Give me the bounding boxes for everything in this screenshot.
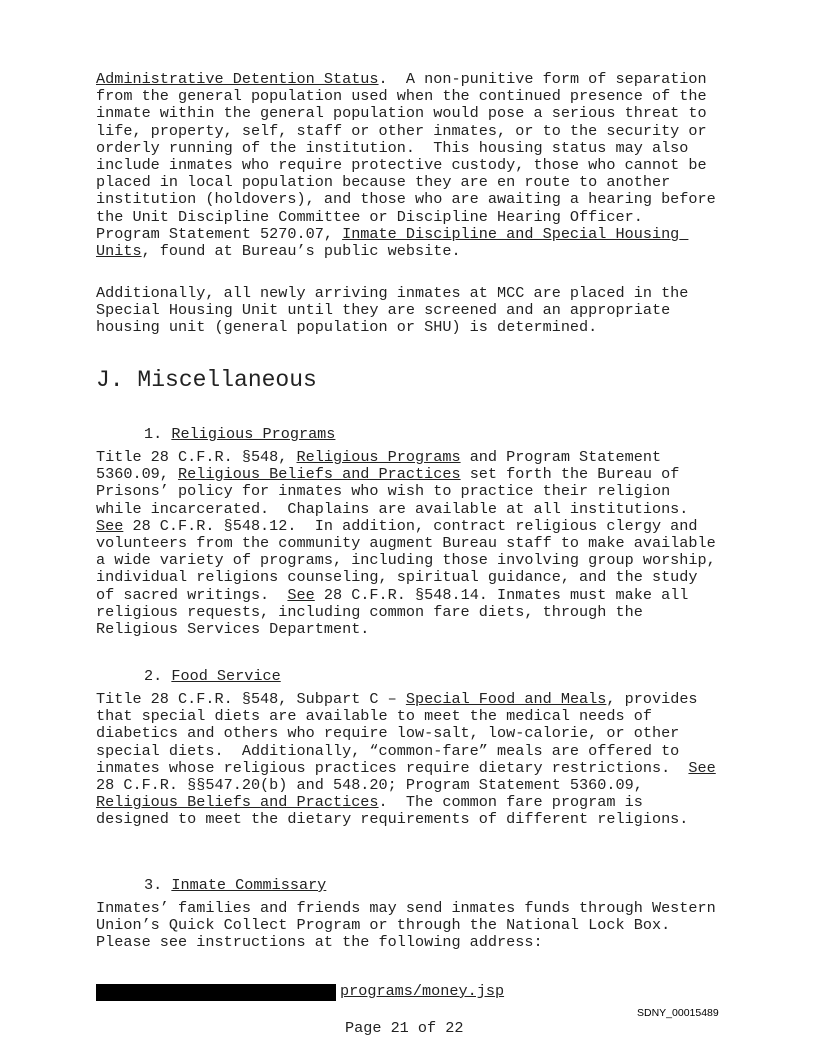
religious-beliefs-ref-2: Religious Beliefs and Practices <box>96 793 379 812</box>
admin-detention-text: . A non-punitive form of separation from the general population used when the continued presence of the inmate within the general population would pose a serious threat to life, property, self, staff or other inmates, or to the security or orderly running of the institution. This housing status may also include inmates who require protective custody, those who cannot be placed in local population because they are en route to another institution (holdovers), and those who are awaiting a hearing before the Unit Discipline Committee or Discipline Hearing Officer. Program Statement 5270.07, <box>96 70 725 243</box>
religious-title: Religious Programs <box>171 425 336 443</box>
see-ref-3: See <box>688 758 716 777</box>
religious-beliefs-ref: Religious Beliefs and Practices <box>178 465 461 484</box>
food-text-2: , provides that special diets are available to meet the medical needs of diabetics and others who require low-salt, low-calorie, or other special diets. Additionally, “common-fare” meals are offered to inmates whose religious practices require dietary restrictions. <box>96 690 707 777</box>
food-service-subheading <box>144 668 281 685</box>
see-ref-2: See <box>287 585 315 604</box>
additionally-paragraph: Additionally, all newly arriving inmates at MCC are placed in the Special Housing Unit until they are screened and an appropriate housing unit (general population or SHU) is determined. <box>96 284 698 337</box>
religious-number: 1. <box>144 425 163 443</box>
religious-text-1: Title 28 C.F.R. §548, <box>96 448 297 466</box>
commissary-title: Inmate Commissary <box>171 876 327 894</box>
inmate-discipline-title: Inmate Discipline and Special Housing Units <box>96 224 689 261</box>
commissary-subheading <box>144 877 326 894</box>
religious-text-2: and Program Statement 5360.09, <box>96 448 671 484</box>
commissary-number: 3. <box>144 876 163 894</box>
admin-detention-text-end: , found at Bureau’s public website. <box>141 242 461 261</box>
food-service-paragraph <box>96 691 724 829</box>
redaction-bar <box>96 984 336 1001</box>
page-number: Page 21 of 22 <box>345 1019 464 1037</box>
bates-number: SDNY_00015489 <box>637 1007 719 1019</box>
commissary-paragraph: Inmates’ families and friends may send inmates funds through Western Union’s Quick Collect Program or through the National Lock Box. Please see instructions at the following address: <box>96 899 725 952</box>
religious-text-4: 28 C.F.R. §548.12. In addition, contract religious clergy and volunteers from the community augment Bureau staff to make available a wide variety of programs, including those involving group worship, individual religions counseling, spiritual guidance, and the study of sacred writings. <box>96 516 725 604</box>
money-url-link[interactable]: programs/money.jsp <box>340 982 505 1000</box>
food-number: 2. <box>144 667 163 685</box>
religious-programs-paragraph <box>96 449 724 638</box>
section-heading: J. Miscellaneous <box>96 367 317 393</box>
religious-text-3: set forth the Bureau of Prisons’ policy for inmates who wish to practice their religion while incarcerated. Chaplains are available at all institutions. <box>96 465 698 518</box>
food-text-3: 28 C.F.R. §§547.20(b) and 548.20; Program Statement 5360.09, <box>96 758 725 795</box>
religious-programs-subheading <box>144 426 335 443</box>
food-title: Food Service <box>171 667 281 685</box>
food-text-4: . The common fare program is designed to meet the dietary requirements of different religions. <box>96 793 689 829</box>
food-text-1: Title 28 C.F.R. §548, Subpart C – <box>96 690 406 708</box>
admin-detention-paragraph <box>96 71 724 260</box>
religious-text-5: 28 C.F.R. §548.14. Inmates must make all religious requests, including common fare diets, through the Religious Services Department. <box>96 585 698 639</box>
admin-detention-term: Administrative Detention Status <box>96 70 379 88</box>
see-ref-1: See <box>96 516 124 535</box>
special-food-ref: Special Food and Meals <box>405 690 607 708</box>
religious-programs-ref: Religious Programs <box>296 448 461 466</box>
